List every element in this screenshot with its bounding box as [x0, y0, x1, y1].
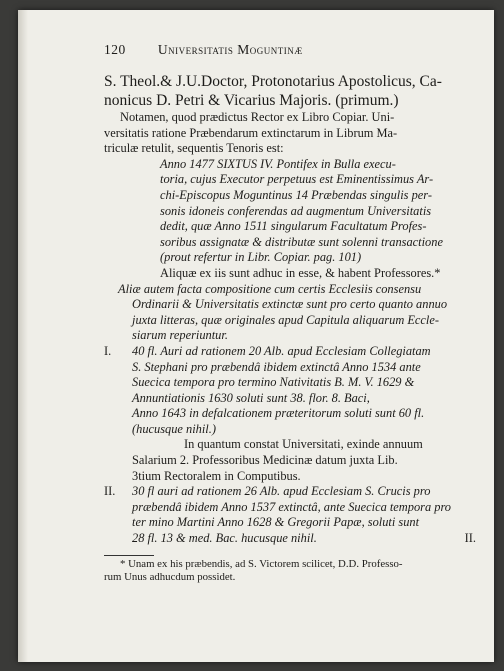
text-line: versitatis ratione Præbendarum extinctarum in Librum Ma-	[104, 125, 398, 140]
running-header	[104, 42, 476, 58]
text-line: Annuntiationis 1630 soluti sunt 38. flor. 8. Baci,	[132, 390, 370, 405]
item-line	[104, 344, 476, 360]
text-line: S. Stephani pro præbendâ ibidem extinctâ Anno 1534 ante	[132, 359, 421, 374]
text-line: Aliquæ ex iis sunt adhuc in esse, & habent Professores.*	[160, 265, 441, 280]
item-text: 28 fl. 13 & med. Bac. hucusque nihil.	[132, 531, 317, 546]
running-title: Universitatis Moguntinæ	[157, 42, 303, 57]
text-line: Salarium 2. Professoribus Medicinæ datum juxta Lib.	[132, 453, 398, 468]
page-number: 120	[104, 42, 126, 57]
text-line: nonicus D. Petri & Vicarius Majoris. (primum.)	[104, 92, 399, 109]
quote-line: chi-Episcopus Moguntinus 14 Præbendas singulis per-	[160, 187, 432, 202]
quote-line: (prout refertur in Libr. Copiar. pag. 101)	[160, 250, 362, 265]
quote-line: dedit, quæ Anno 1511 singularum Facultatum Profes-	[160, 219, 427, 234]
text-line: juxta litteras, quæ originales apud Capitula aliquarum Eccle-	[132, 312, 439, 327]
quote-line: sonis idoneis conferendas ad augmentum Universitatis	[160, 203, 432, 218]
text-line: S. Theol.& J.U.Doctor, Protonotarius Apostolicus, Ca-	[104, 73, 442, 90]
text-line: 3tium Rectoralem in Computibus.	[132, 468, 301, 483]
text-line: (hucusque nihil.)	[132, 421, 216, 436]
text-line: ter mino Martini Anno 1628 & Gregorii Papæ, soluti sunt	[132, 515, 420, 530]
text-line: triculæ retulit, sequentis Tenoris est:	[104, 141, 284, 156]
footnote-line: rum Unus adhucdum possidet.	[104, 570, 236, 583]
item-text: 30 fl auri ad rationem 26 Alb. apud Ecclesiam S. Crucis pro	[132, 484, 431, 499]
page-body	[104, 72, 476, 584]
text-line: Ordinarii & Universitatis extinctæ sunt pro certo quanto annuo	[132, 297, 448, 312]
item-text: 40 fl. Auri ad rationem 20 Alb. apud Ecclesiam Collegiatam	[132, 343, 431, 358]
footnote-line: * Unam ex his præbendis, ad S. Victorem scilicet, D.D. Professo-	[120, 557, 403, 570]
quote-line: toria, cujus Executor perpetuus est Eminentissimus Ar-	[160, 172, 434, 187]
item-number: II.	[104, 484, 116, 499]
text-line: præbendâ ibidem Anno 1537 extinctâ, ante Suecica tempora pro	[132, 499, 452, 514]
text-line	[104, 531, 476, 547]
text-line: Suecica tempora pro termino Nativitatis B. M. V. 1629 &	[132, 375, 415, 390]
text-line: Anno 1643 in defalcationem præteritorum soluti sunt 60 fl.	[132, 406, 425, 421]
item-number: I.	[104, 343, 112, 358]
text-line: Aliæ autem facta compositione cum certis Ecclesiis consensu	[118, 281, 422, 296]
item-line	[104, 484, 476, 500]
catchword: II.	[464, 531, 476, 546]
page-gutter-shadow	[18, 10, 28, 662]
text-line: In quantum constat Universitati, exinde annuum	[184, 437, 423, 452]
text-line: Notamen, quod prædictus Rector ex Libro Copiar. Uni-	[120, 110, 395, 124]
text-line: siarum reperiuntur.	[132, 328, 228, 343]
quote-line: soribus assignatæ & distributæ sunt solenni transactione	[160, 234, 443, 249]
quote-line: Anno 1477 SIXTUS IV. Pontifex in Bulla execu-	[160, 156, 396, 171]
footnote-rule	[104, 555, 154, 556]
